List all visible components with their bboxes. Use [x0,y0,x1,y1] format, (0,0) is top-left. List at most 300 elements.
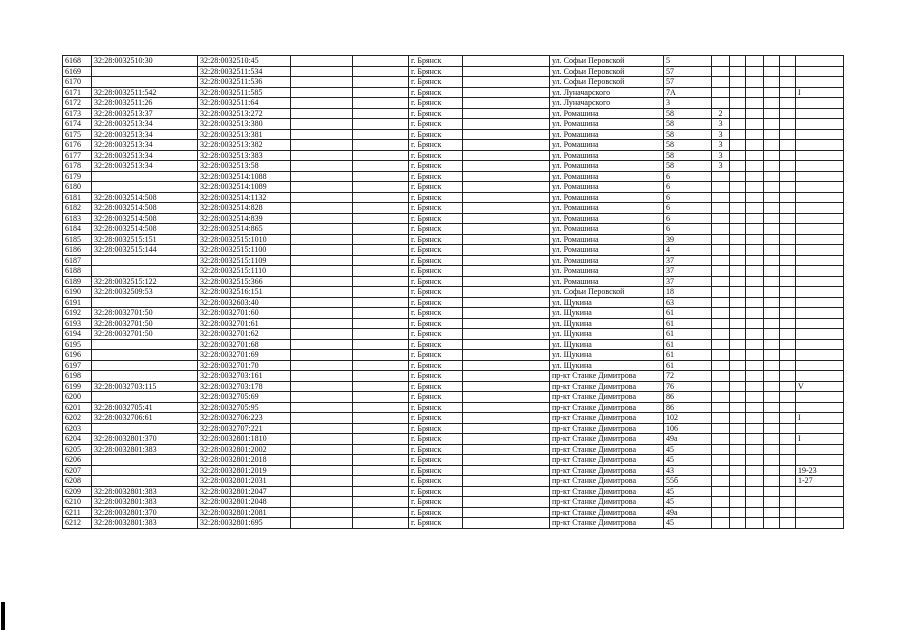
cell-building [712,486,730,497]
cell-col-4 [291,476,353,487]
cell-col-12 [746,360,764,371]
cell-col-5 [353,56,409,67]
cell-col-4 [291,108,353,119]
cell-col-12 [746,140,764,151]
cell-col-14 [780,518,796,529]
cell-cadastral-number: 32:28:0032514:1088 [198,171,291,182]
cell-house-number: 6 [664,203,712,214]
cell-street: ул. Ромашина [550,119,664,130]
cell-col-12 [746,455,764,466]
cell-col-7 [463,182,550,193]
cell-city: г. Брянск [409,350,463,361]
cell-col-11 [730,497,746,508]
cell-apartment [796,360,844,371]
cell-col-5 [353,297,409,308]
cell-col-4 [291,203,353,214]
cell-col-11 [730,98,746,109]
table-row [63,213,844,224]
cell-col-5 [353,360,409,371]
cell-col-13 [764,371,780,382]
cell-col-5 [353,350,409,361]
cell-building [712,518,730,529]
cell-col-5 [353,192,409,203]
cell-building [712,308,730,319]
cell-col-7 [463,224,550,235]
cell-col-12 [746,465,764,476]
cell-col-12 [746,56,764,67]
cell-col-7 [463,56,550,67]
cell-col-14 [780,245,796,256]
cell-cadastral-number: 32:28:0032707:221 [198,423,291,434]
cell-col-13 [764,486,780,497]
cell-col-4 [291,434,353,445]
cell-col-7 [463,129,550,140]
cell-parent-cadastral-number: 32:28:0032703:115 [92,381,198,392]
cell-col-7 [463,392,550,403]
cell-col-5 [353,77,409,88]
cell-building [712,87,730,98]
table-row [63,98,844,109]
cell-parent-cadastral-number: 32:28:0032515:151 [92,234,198,245]
cell-col-11 [730,234,746,245]
cell-col-7 [463,329,550,340]
cell-house-number: 61 [664,350,712,361]
cell-col-13 [764,339,780,350]
cell-col-12 [746,507,764,518]
cell-building: 3 [712,150,730,161]
cell-parent-cadastral-number: 32:28:0032515:122 [92,276,198,287]
cell-house-number: 37 [664,276,712,287]
cell-col-14 [780,329,796,340]
cell-building [712,224,730,235]
cell-apartment: 1-27 [796,476,844,487]
cell-col-12 [746,266,764,277]
cell-col-12 [746,255,764,266]
cell-row-number: 6168 [63,56,92,67]
cell-street: ул. Ромашина [550,276,664,287]
cell-col-11 [730,203,746,214]
cell-col-5 [353,213,409,224]
cell-col-14 [780,203,796,214]
cell-col-4 [291,234,353,245]
cell-parent-cadastral-number: 32:28:0032513:34 [92,140,198,151]
cell-col-12 [746,276,764,287]
cell-apartment [796,150,844,161]
cell-cadastral-number: 32:28:0032514:1089 [198,182,291,193]
cell-col-13 [764,329,780,340]
cell-cadastral-number: 32:28:0032514:839 [198,213,291,224]
cell-col-4 [291,392,353,403]
cell-street: пр-кт Станке Димитрова [550,476,664,487]
table-row [63,245,844,256]
cell-row-number: 6187 [63,255,92,266]
cell-building [712,255,730,266]
cell-col-12 [746,66,764,77]
cell-col-14 [780,423,796,434]
cell-col-13 [764,77,780,88]
cell-col-13 [764,87,780,98]
table-row [63,507,844,518]
cell-col-11 [730,87,746,98]
cell-row-number: 6201 [63,402,92,413]
cell-row-number: 6193 [63,318,92,329]
cell-street: ул. Луначарского [550,87,664,98]
cell-cadastral-number: 32:28:0032701:60 [198,308,291,319]
cell-city: г. Брянск [409,77,463,88]
cell-col-7 [463,213,550,224]
cell-col-14 [780,66,796,77]
cell-col-12 [746,518,764,529]
cell-apartment [796,308,844,319]
cell-parent-cadastral-number: 32:28:0032514:508 [92,224,198,235]
cell-city: г. Брянск [409,161,463,172]
cell-cadastral-number: 32:28:0032515:1110 [198,266,291,277]
cell-col-5 [353,476,409,487]
cell-street: ул. Ромашина [550,150,664,161]
cell-col-13 [764,66,780,77]
cell-street: ул. Щукина [550,318,664,329]
cell-building [712,171,730,182]
cell-col-5 [353,402,409,413]
cell-apartment [796,56,844,67]
cell-col-4 [291,77,353,88]
cell-city: г. Брянск [409,213,463,224]
table-row [63,318,844,329]
cell-col-11 [730,119,746,130]
cell-city: г. Брянск [409,476,463,487]
cell-col-5 [353,224,409,235]
cell-col-7 [463,203,550,214]
cell-cadastral-number: 32:28:0032515:1010 [198,234,291,245]
cell-parent-cadastral-number [92,423,198,434]
cell-col-5 [353,276,409,287]
cell-col-4 [291,255,353,266]
cell-house-number: 61 [664,329,712,340]
cell-building: 3 [712,161,730,172]
cell-row-number: 6202 [63,413,92,424]
cell-col-14 [780,486,796,497]
cell-col-7 [463,371,550,382]
cell-col-14 [780,434,796,445]
cell-cadastral-number: 32:28:0032515:366 [198,276,291,287]
cell-col-12 [746,119,764,130]
table-row [63,423,844,434]
cell-building [712,266,730,277]
cell-col-7 [463,192,550,203]
cell-apartment [796,455,844,466]
cell-apartment [796,182,844,193]
cell-street: пр-кт Станке Димитрова [550,465,664,476]
cell-house-number: 37 [664,255,712,266]
cell-col-12 [746,161,764,172]
cell-row-number: 6195 [63,339,92,350]
cell-col-4 [291,276,353,287]
cell-col-11 [730,266,746,277]
cell-col-12 [746,308,764,319]
cell-col-11 [730,434,746,445]
cell-col-7 [463,98,550,109]
cell-house-number: 58 [664,140,712,151]
cell-col-12 [746,245,764,256]
cell-house-number: 86 [664,392,712,403]
cell-col-12 [746,486,764,497]
cell-col-11 [730,350,746,361]
table-row [63,119,844,130]
cell-house-number: 6 [664,224,712,235]
cell-apartment [796,423,844,434]
cell-col-12 [746,224,764,235]
cell-house-number: 6 [664,192,712,203]
cell-col-7 [463,245,550,256]
cell-city: г. Брянск [409,381,463,392]
cell-col-14 [780,171,796,182]
cell-street: ул. Ромашина [550,255,664,266]
cell-street: пр-кт Станке Димитрова [550,434,664,445]
cell-col-11 [730,518,746,529]
cell-building [712,434,730,445]
cell-col-7 [463,140,550,151]
cell-city: г. Брянск [409,507,463,518]
cell-street: ул. Ромашина [550,161,664,172]
cell-col-5 [353,329,409,340]
cell-parent-cadastral-number: 32:28:0032511:26 [92,98,198,109]
cell-col-5 [353,518,409,529]
cell-house-number: 57 [664,66,712,77]
cell-col-4 [291,465,353,476]
cell-col-14 [780,465,796,476]
cell-col-7 [463,423,550,434]
cell-col-13 [764,203,780,214]
cell-parent-cadastral-number: 32:28:0032701:50 [92,318,198,329]
cell-apartment [796,318,844,329]
cell-street: ул. Ромашина [550,224,664,235]
cell-col-7 [463,276,550,287]
cell-col-14 [780,224,796,235]
cell-city: г. Брянск [409,266,463,277]
cell-row-number: 6197 [63,360,92,371]
cell-city: г. Брянск [409,66,463,77]
cell-cadastral-number: 32:28:0032701:68 [198,339,291,350]
cell-apartment [796,444,844,455]
cell-col-13 [764,434,780,445]
cell-col-14 [780,392,796,403]
cell-col-5 [353,266,409,277]
cell-col-4 [291,266,353,277]
cell-city: г. Брянск [409,402,463,413]
cell-parent-cadastral-number: 32:28:0032514:508 [92,213,198,224]
cell-city: г. Брянск [409,413,463,424]
cell-building [712,287,730,298]
cell-parent-cadastral-number: 32:28:0032801:370 [92,434,198,445]
cell-street: ул. Щукина [550,360,664,371]
cell-row-number: 6184 [63,224,92,235]
cell-col-7 [463,465,550,476]
cell-apartment [796,287,844,298]
cell-building [712,371,730,382]
cell-col-5 [353,413,409,424]
registry-table [62,55,844,529]
cell-building [712,465,730,476]
cell-row-number: 6173 [63,108,92,119]
cell-col-5 [353,119,409,130]
cell-col-5 [353,381,409,392]
cell-col-14 [780,308,796,319]
cell-city: г. Брянск [409,182,463,193]
cell-cadastral-number: 32:28:0032801:2048 [198,497,291,508]
cell-col-11 [730,129,746,140]
cell-col-14 [780,455,796,466]
cell-col-11 [730,161,746,172]
cell-col-7 [463,77,550,88]
cell-col-14 [780,255,796,266]
cell-parent-cadastral-number [92,476,198,487]
cell-apartment [796,224,844,235]
cell-building [712,350,730,361]
cell-col-7 [463,360,550,371]
cell-col-12 [746,381,764,392]
cell-col-12 [746,129,764,140]
table-row [63,108,844,119]
cell-col-14 [780,213,796,224]
cell-apartment [796,119,844,130]
cell-city: г. Брянск [409,255,463,266]
cell-col-7 [463,66,550,77]
cell-street: пр-кт Станке Димитрова [550,486,664,497]
cell-parent-cadastral-number: 32:28:0032706:61 [92,413,198,424]
cell-col-4 [291,518,353,529]
cell-col-13 [764,318,780,329]
cell-apartment [796,518,844,529]
cell-col-4 [291,98,353,109]
cell-apartment [796,203,844,214]
cell-col-11 [730,371,746,382]
cell-col-14 [780,87,796,98]
cell-cadastral-number: 32:28:0032516:151 [198,287,291,298]
cell-apartment [796,402,844,413]
cell-street: ул. Ромашина [550,266,664,277]
cell-row-number: 6174 [63,119,92,130]
cell-house-number: 72 [664,371,712,382]
cell-cadastral-number: 32:28:0032801:2047 [198,486,291,497]
cell-building [712,455,730,466]
cell-col-7 [463,402,550,413]
table-row [63,360,844,371]
cell-building [712,297,730,308]
cell-row-number: 6176 [63,140,92,151]
cell-row-number: 6183 [63,213,92,224]
cell-col-7 [463,108,550,119]
cell-row-number: 6196 [63,350,92,361]
table-row [63,297,844,308]
cell-col-11 [730,276,746,287]
cell-house-number: 45 [664,497,712,508]
cell-col-7 [463,339,550,350]
cell-cadastral-number: 32:28:0032701:61 [198,318,291,329]
cell-apartment [796,266,844,277]
cell-col-11 [730,318,746,329]
cell-street: ул. Щукина [550,297,664,308]
cell-apartment [796,486,844,497]
cell-col-4 [291,87,353,98]
cell-row-number: 6191 [63,297,92,308]
cell-cadastral-number: 32:28:0032703:161 [198,371,291,382]
cell-house-number: 61 [664,339,712,350]
cell-parent-cadastral-number: 32:28:0032801:383 [92,486,198,497]
cell-col-14 [780,150,796,161]
cell-parent-cadastral-number: 32:28:0032801:383 [92,497,198,508]
cell-col-13 [764,507,780,518]
cell-col-14 [780,161,796,172]
table-row [63,255,844,266]
cell-street: ул. Ромашина [550,234,664,245]
cell-city: г. Брянск [409,87,463,98]
cell-house-number: 45 [664,518,712,529]
cell-col-4 [291,444,353,455]
cell-col-7 [463,255,550,266]
cell-house-number: 4 [664,245,712,256]
cell-row-number: 6169 [63,66,92,77]
cell-col-13 [764,213,780,224]
cell-row-number: 6211 [63,507,92,518]
cell-house-number: 102 [664,413,712,424]
cell-col-13 [764,98,780,109]
cell-col-11 [730,224,746,235]
cell-house-number: 61 [664,308,712,319]
cell-street: ул. Софьи Перовской [550,56,664,67]
cell-city: г. Брянск [409,150,463,161]
table-row [63,150,844,161]
cell-parent-cadastral-number [92,182,198,193]
table-row [63,87,844,98]
cell-col-5 [353,182,409,193]
cell-col-13 [764,56,780,67]
cell-col-4 [291,245,353,256]
cell-col-13 [764,455,780,466]
cell-col-7 [463,87,550,98]
cell-house-number: 61 [664,318,712,329]
table-row [63,486,844,497]
cell-apartment: I [796,87,844,98]
cell-col-14 [780,476,796,487]
cell-cadastral-number: 32:28:0032703:178 [198,381,291,392]
cell-city: г. Брянск [409,203,463,214]
cell-col-12 [746,213,764,224]
cell-street: пр-кт Станке Димитрова [550,371,664,382]
cell-col-5 [353,108,409,119]
cell-col-11 [730,213,746,224]
cell-house-number: 86 [664,402,712,413]
cell-row-number: 6192 [63,308,92,319]
cell-parent-cadastral-number [92,392,198,403]
cell-street: ул. Луначарского [550,98,664,109]
cell-city: г. Брянск [409,234,463,245]
cell-col-4 [291,161,353,172]
cell-col-11 [730,171,746,182]
cell-city: г. Брянск [409,339,463,350]
cell-building [712,213,730,224]
cell-apartment [796,350,844,361]
table-row [63,444,844,455]
cell-col-11 [730,329,746,340]
cell-building [712,98,730,109]
cell-city: г. Брянск [409,444,463,455]
cell-col-13 [764,402,780,413]
cell-col-7 [463,161,550,172]
cell-col-4 [291,129,353,140]
cell-col-5 [353,287,409,298]
cell-col-14 [780,371,796,382]
cell-col-4 [291,329,353,340]
